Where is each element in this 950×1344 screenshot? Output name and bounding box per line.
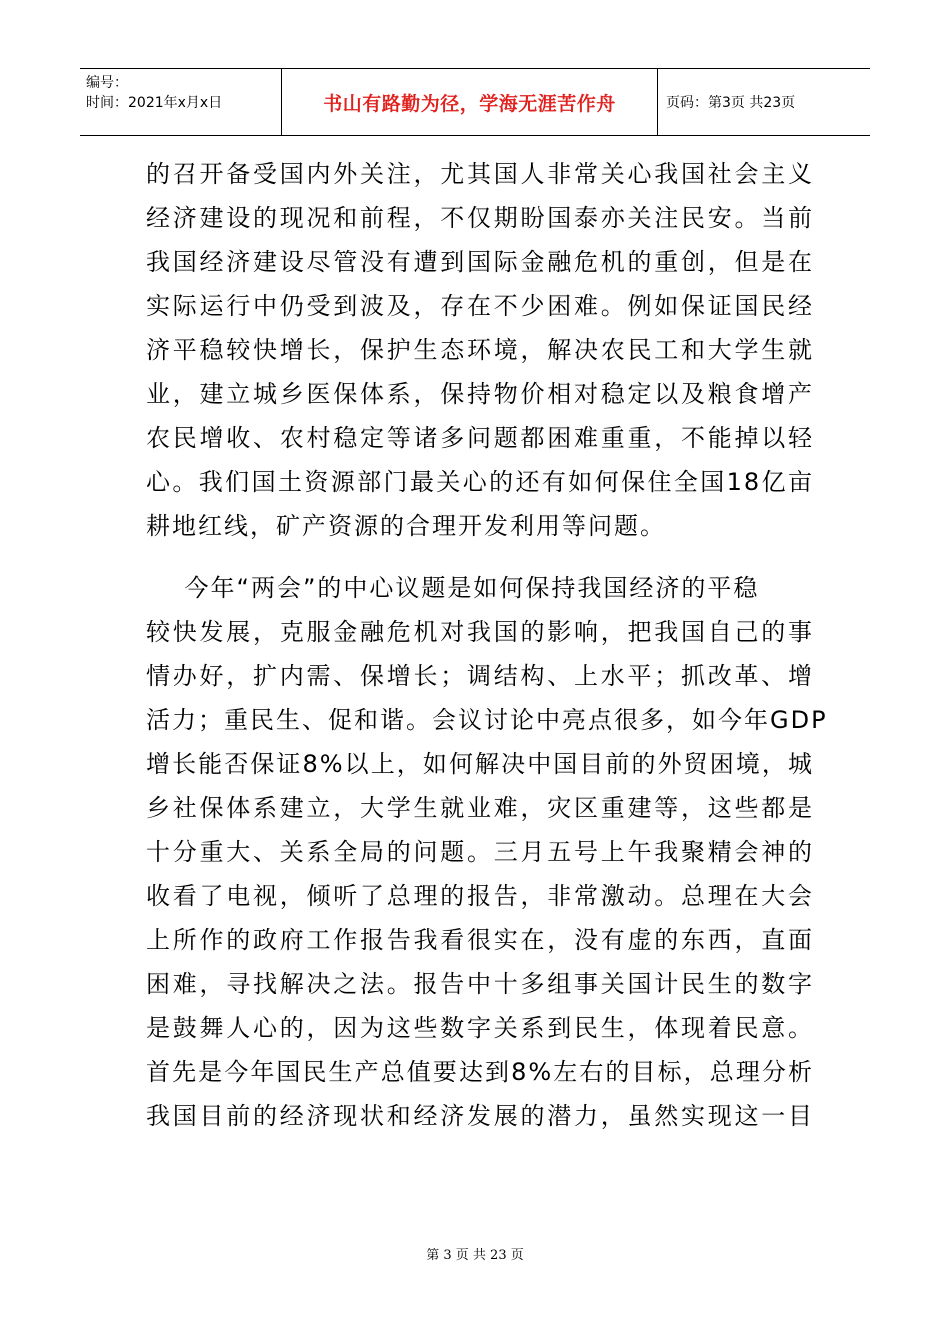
text-line: 农民增收、农村稳定等诸多问题都困难重重，不能掉以轻 bbox=[146, 424, 814, 452]
text-line: 困难，寻找解决之法。报告中十多组事关国计民生的数字 bbox=[146, 970, 814, 998]
text-line: 经济建设的现况和前程，不仅期盼国泰亦关注民安。当前 bbox=[146, 204, 814, 232]
text-line: 心。我们国土资源部门最关心的还有如何保住全国18亿亩 bbox=[146, 468, 814, 496]
page-header bbox=[80, 68, 870, 136]
text-line: 较快发展，克服金融危机对我国的影响，把我国自己的事 bbox=[146, 618, 814, 646]
text-line: 今年“两会”的中心议题是如何保持我国经济的平稳 bbox=[146, 574, 760, 602]
text-line: 我国经济建设尽管没有遭到国际金融危机的重创，但是在 bbox=[146, 248, 814, 276]
paragraph-1 bbox=[146, 152, 814, 548]
text-line: 首先是今年国民生产总值要达到8%左右的目标，总理分析 bbox=[146, 1058, 814, 1086]
text-line: 增长能否保证8%以上，如何解决中国目前的外贸困境，城 bbox=[146, 750, 814, 778]
header-page-info: 页码：第3页 共23页 bbox=[666, 95, 796, 111]
page-footer: 第 3 页 共 23 页 bbox=[426, 1248, 524, 1263]
text-line: 实际运行中仍受到波及，存在不少困难。例如保证国民经 bbox=[146, 292, 814, 320]
text-line: 上所作的政府工作报告我看很实在，没有虚的东西，直面 bbox=[146, 926, 814, 954]
header-meta bbox=[80, 69, 282, 135]
paragraph-2 bbox=[146, 566, 828, 1138]
text-line: 的召开备受国内外关注，尤其国人非常关心我国社会主义 bbox=[146, 160, 814, 188]
text-line: 济平稳较快增长，保护生态环境，解决农民工和大学生就 bbox=[146, 336, 814, 364]
text-line: 业，建立城乡医保体系，保持物价相对稳定以及粮食增产 bbox=[146, 380, 814, 408]
text-line: 我国目前的经济现状和经济发展的潜力，虽然实现这一目 bbox=[146, 1102, 814, 1130]
document-body bbox=[146, 152, 828, 1138]
paragraph-gap bbox=[146, 548, 814, 566]
text-line: 情办好，扩内需、保增长；调结构、上水平；抓改革、增 bbox=[146, 662, 814, 690]
text-line: 耕地红线，矿产资源的合理开发利用等问题。 bbox=[146, 512, 666, 540]
text-line: 乡社保体系建立，大学生就业难，灾区重建等，这些都是 bbox=[146, 794, 814, 822]
number-label: 编号： bbox=[86, 75, 128, 91]
text-line: 是鼓舞人心的，因为这些数字关系到民生，体现着民意。 bbox=[146, 1014, 814, 1042]
text-line: 十分重大、关系全局的问题。三月五号上午我聚精会神的 bbox=[146, 838, 814, 866]
header-motto: 书山有路勤为径，学海无涯苦作舟 bbox=[282, 69, 658, 135]
text-line: 活力；重民生、促和谐。会议讨论中亮点很多，如今年GDP bbox=[146, 706, 828, 734]
time-label: 时间：2021年x月x日 bbox=[86, 95, 223, 111]
text-line: 收看了电视，倾听了总理的报告，非常激动。总理在大会 bbox=[146, 882, 814, 910]
